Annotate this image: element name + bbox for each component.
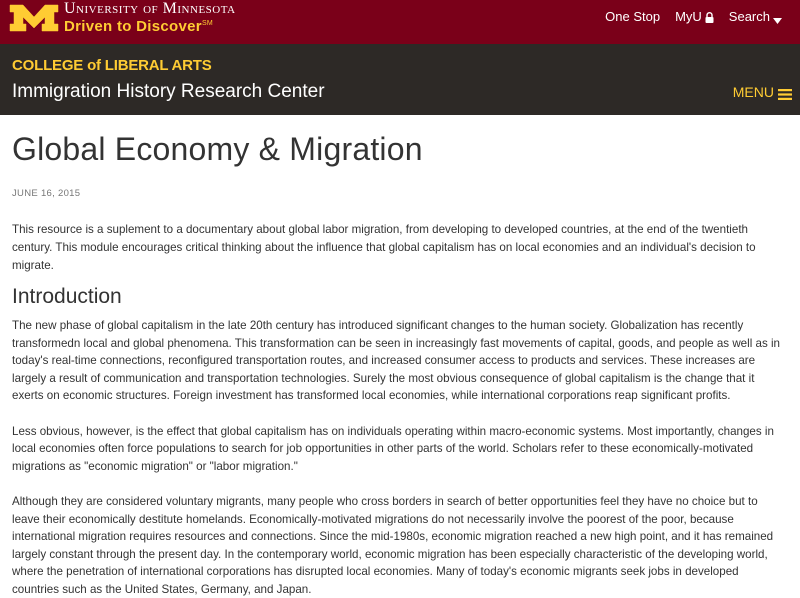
university-name: University of Minnesota (64, 0, 236, 17)
menu-button[interactable] (733, 84, 792, 100)
service-mark: SM (201, 20, 214, 27)
page-title: Global Economy & Migration (12, 131, 423, 167)
college-header (0, 44, 800, 115)
hamburger-menu-icon (778, 87, 792, 98)
search-toggle[interactable] (729, 9, 782, 24)
main-content (0, 131, 800, 598)
tagline-text: Driven to Discover (64, 18, 202, 35)
menu-label: MENU (732, 84, 774, 100)
body-paragraph: Less obvious, however, is the effect that global capitalism has on individuals operating within macro-economic systems. Most importantly, changes in local economies often force populations to search for job opportunities in other parts of the world. Scholars refer to these economically-motivated migrations as "economic migration" or "labor migration." (12, 424, 774, 473)
section-heading-introduction: Introduction (12, 285, 122, 308)
university-tagline (64, 19, 236, 34)
post-date: JUNE 16, 2015 (12, 188, 81, 199)
myu-label: MyU (675, 9, 702, 24)
center-name-link[interactable]: Immigration History Research Center (12, 81, 325, 102)
umn-header-bar (0, 0, 800, 44)
myu-link[interactable] (675, 9, 714, 24)
search-label: Search (728, 9, 770, 24)
umn-wordmark[interactable] (64, 0, 236, 34)
umn-block-m-logo[interactable] (8, 3, 60, 33)
body-paragraph: The new phase of global capitalism in the late 20th century has introduced significant changes to the human society. Globalization has recently transformedn local and global phenomena. This transformation can be seen in increasingly fast movements of capital, goods, and people as well as in today's real-time connections, reconfigured transportation routes, and increased consumer access to products and services. These increases are largely a result of communication and transportation technologies. Surely the most obvious consequence of global capitalism is the change that it exerts on economic structures. Foreign investment has transformed local economies, while international corporations reap significant profits. (12, 319, 780, 402)
college-name-link[interactable]: COLLEGE of LIBERAL ARTS (12, 57, 212, 74)
lock-icon (705, 11, 714, 22)
body-paragraph: Although they are considered voluntary migrants, many people who cross borders in search of better opportunities feel they have no choice but to leave their economically destitute homelands. Economically-motivated migrations do not necessarily involve the poorest of the poor, because international migration requires resources and connections. Since the mid-1980s, economic migration reached a new high point, and it has remained largely constant through the present day. In the contemporary world, economic migration has been especially characteristic of the developing world, where the penetration of international corporations has disrupted local economies. Many of today's economic migrants seek jobs in developed countries such as the United States, Germany, and Japan. (12, 495, 774, 596)
intro-paragraph: This resource is a suplement to a documentary about global labor migration, from developing to developed countries, at the end of the twentieth century. This module encourages critical thinking about the influence that global capitalism has on local economies and an individual's decision to migrate. (12, 223, 756, 272)
umn-utility-links (590, 9, 782, 24)
one-stop-label: One Stop (605, 9, 661, 24)
caret-down-icon (773, 13, 782, 20)
one-stop-link[interactable] (605, 9, 660, 24)
